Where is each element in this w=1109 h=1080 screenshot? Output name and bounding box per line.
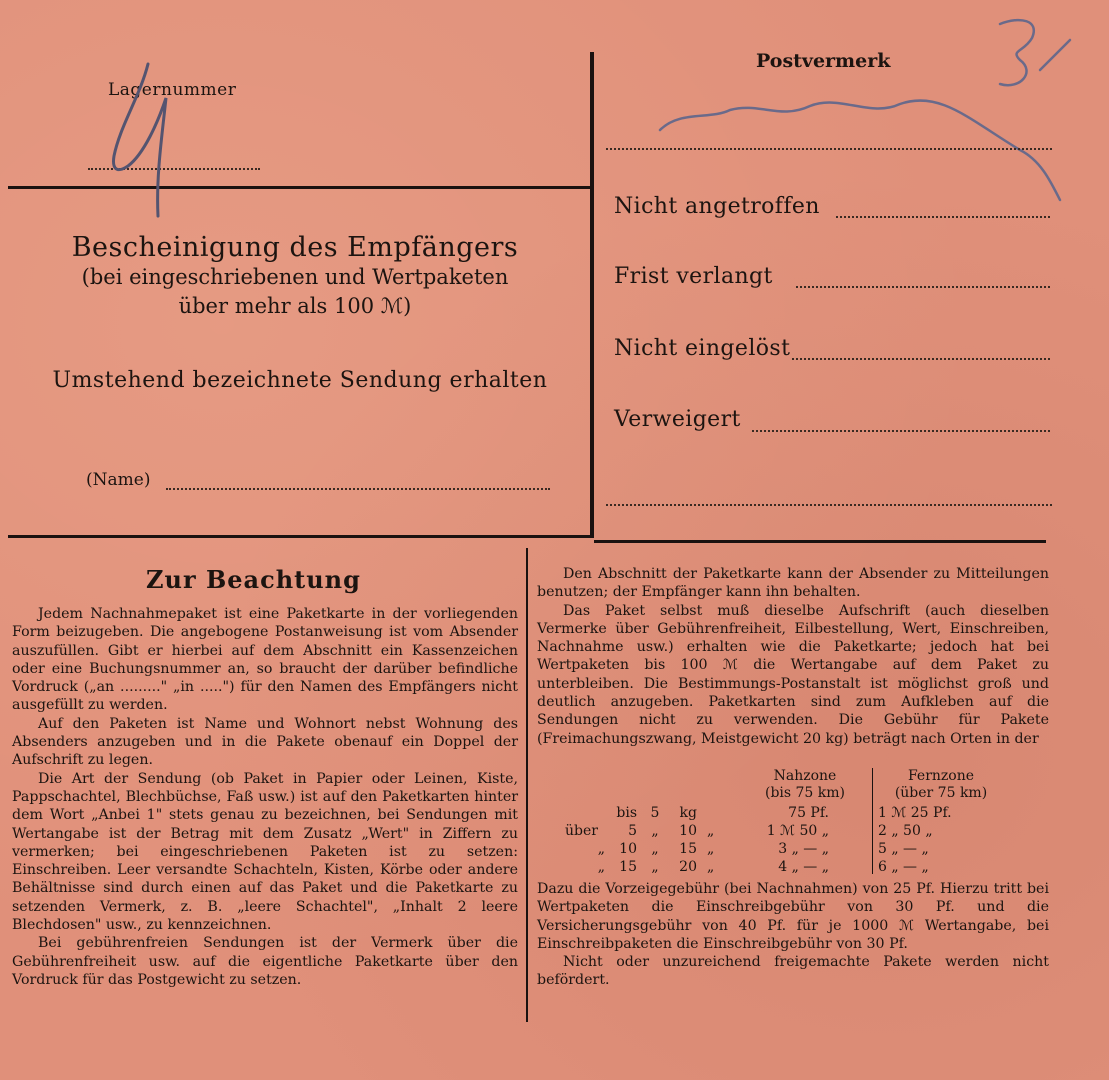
field-line-4 bbox=[752, 430, 1050, 432]
rate-cell: „ bbox=[707, 859, 715, 875]
zone-fern-header bbox=[886, 768, 996, 802]
divider-middle bbox=[8, 535, 594, 538]
rate-cell: 15 bbox=[679, 841, 697, 857]
divider-middle-right bbox=[594, 540, 1046, 543]
rate-cell: 1 ℳ 50 „ bbox=[766, 823, 829, 839]
rate-cell bbox=[560, 804, 610, 822]
zone-fern-sub: (über 75 km) bbox=[894, 785, 988, 801]
certificate-subtitle-1: (bei eingeschriebenen und Wertpaketen bbox=[81, 265, 509, 289]
zone-nah-sub: (bis 75 km) bbox=[764, 785, 846, 801]
rate-cell: 4 „ — „ bbox=[778, 859, 829, 875]
notes-title: Zur Beachtung bbox=[146, 565, 361, 594]
lagernummer-label: Lagernummer bbox=[108, 80, 237, 100]
rate-cell: bis bbox=[616, 805, 637, 821]
field-line-1 bbox=[836, 216, 1050, 218]
notes-paragraph: Auf den Paketen ist Name und Wohnort nebst Wohnung des Absenders anzugeben und in die Pakete obenauf ein Doppel der Aufschrift zu legen. bbox=[12, 715, 518, 769]
notes-paragraph: Jedem Nachnahmepaket ist eine Paketkarte in der vorliegenden Form beizugeben. Die angebogene Postanweisung ist vom Absender auszufüllen. Gibt er hierbei auf dem Abschnitt ein Kassenzeichen oder eine Buchungsnummer an, so braucht der darüber befindliche Vordruck („an ........." „in .....") für den Namen des Empfängers nicht ausgefüllt zu werden. bbox=[12, 606, 518, 714]
rate-table-block bbox=[560, 768, 1040, 878]
divider-top-left bbox=[8, 186, 592, 189]
rate-cell: 2 „ 50 „ bbox=[878, 823, 933, 839]
rate-cell: 10 bbox=[679, 823, 697, 839]
received-text: Umstehend bezeichnete Sendung erhalten bbox=[52, 368, 548, 393]
rate-cell: „ bbox=[651, 859, 659, 875]
right-column-body bbox=[537, 565, 1049, 748]
handwritten-mark bbox=[100, 56, 190, 226]
rate-cell bbox=[702, 804, 724, 822]
postvermerk-line-top bbox=[606, 148, 1052, 150]
divider-vertical-bottom bbox=[526, 548, 528, 1022]
field-line-5 bbox=[606, 504, 1052, 506]
rate-cell: 5 „ — „ bbox=[878, 841, 929, 857]
rate-cell: über bbox=[565, 823, 598, 839]
name-label: (Name) bbox=[86, 470, 151, 490]
right-paragraph: Dazu die Vorzeigegebühr (bei Nachnahmen) von 25 Pf. Hierzu tritt bei Wertpaketen die Einschreibgebühr von 30 Pf. und die Versicherungsgebühr von 40 Pf. für je 1000 ℳ Wertangabe, bei Einschreibpaketen die Einschreibgebühr von 30 Pf. bbox=[537, 881, 1049, 952]
rate-cell: „ bbox=[651, 823, 659, 839]
divider-vertical-top bbox=[590, 52, 594, 536]
rate-cell: 10 bbox=[619, 841, 637, 857]
rate-cell: 20 bbox=[679, 859, 697, 875]
name-line bbox=[166, 488, 550, 490]
field-line-2 bbox=[796, 286, 1050, 288]
postvermerk-handwriting bbox=[640, 10, 1080, 210]
right-paragraph: Das Paket selbst muß dieselbe Aufschrift (auch dieselben Vermerke über Gebührenfreiheit, Eilbestellung, Wert, Einschreiben, Nachnahme usw.) erhalten wie die Paketkarte; jedoch hat bei Wertpaketen bis 100 ℳ die Wertangabe auf dem Paket zu unterbleiben. Die Bestimmungs-Postanstalt ist möglichst groß und deutlich anzugeben. Paketkarten sind zum Aufkleben auf die Sendungen nicht zu verwenden. Die Gebühr für Pakete (Freimachungszwang, Meistgewicht 20 kg) beträgt nach Orten in der bbox=[537, 602, 1049, 747]
right-paragraph: Den Abschnitt der Paketkarte kann der Absender zu Mitteilungen benutzen; der Empfänger kann ihn behalten. bbox=[537, 566, 1049, 601]
right-column-footer bbox=[537, 880, 1049, 990]
notes-body bbox=[12, 605, 518, 989]
postvermerk-title: Postvermerk bbox=[756, 50, 891, 72]
zone-nah-header bbox=[750, 768, 860, 802]
rate-cell: 3 „ — „ bbox=[778, 841, 829, 857]
rate-cell: „ bbox=[707, 823, 715, 839]
zone-fern-title: Fernzone bbox=[907, 768, 975, 784]
notes-paragraph: Die Art der Sendung (ob Paket in Papier oder Leinen, Kiste, Pappschachtel, Blechbüchse, Faß usw.) ist auf den Paketkarten hinter dem Wort „Anbei 1" stets genau zu bezeichnen, bei Sendungen mit Wertangabe ist der Betrag mit dem Zusatz „Wert" in Ziffern zu vermerken; bei eingeschriebenen Paketen ist zu setzen: Einschreiben. Leer versandte Schachteln, Kisten, Körbe oder andere Behältnisse sind durch einen auf das Paket und die Paketkarte zu setzenden Vermerk, z. B. „leere Schachtel", „Inhalt 2 leere Blechdosen" usw., zu kennzeichnen. bbox=[12, 770, 518, 934]
rate-cell: „ bbox=[651, 841, 659, 857]
zone-nah-title: Nahzone bbox=[773, 768, 837, 784]
rate-cell: 5 bbox=[628, 823, 637, 839]
rate-cell: kg bbox=[679, 805, 697, 821]
certificate-heading bbox=[40, 232, 550, 321]
rate-cell: 6 „ — „ bbox=[878, 859, 929, 875]
rate-cell: 5 bbox=[650, 805, 660, 821]
table-row bbox=[560, 858, 1003, 876]
certificate-title: Bescheinigung des Empfängers bbox=[71, 232, 519, 263]
notes-paragraph: Bei gebührenfreien Sendungen ist der Vermerk über die Gebührenfreiheit usw. auf die eigentliche Paketkarte über den Vordruck für das Postgewicht zu setzen. bbox=[12, 935, 518, 988]
field-nicht-angetroffen: Nicht angetroffen bbox=[614, 194, 820, 219]
table-row bbox=[560, 822, 1003, 840]
rate-cell: 1 ℳ 25 Pf. bbox=[878, 805, 952, 821]
table-row bbox=[560, 804, 1003, 822]
field-frist-verlangt: Frist verlangt bbox=[614, 264, 773, 289]
field-verweigert: Verweigert bbox=[614, 407, 741, 432]
rate-cell: „ bbox=[597, 841, 605, 857]
table-row bbox=[560, 840, 1003, 858]
field-line-3 bbox=[792, 358, 1050, 360]
certificate-subtitle-2: über mehr als 100 ℳ) bbox=[178, 294, 412, 318]
right-paragraph: Nicht oder unzureichend freigemachte Pakete werden nicht befördert. bbox=[537, 954, 1049, 989]
rate-cell: „ bbox=[707, 841, 715, 857]
rate-table bbox=[560, 804, 1003, 876]
rate-cell: 15 bbox=[619, 859, 637, 875]
rate-cell: „ bbox=[597, 859, 605, 875]
field-nicht-eingeloest: Nicht eingelöst bbox=[614, 336, 791, 361]
rate-cell: 75 Pf. bbox=[788, 805, 829, 821]
